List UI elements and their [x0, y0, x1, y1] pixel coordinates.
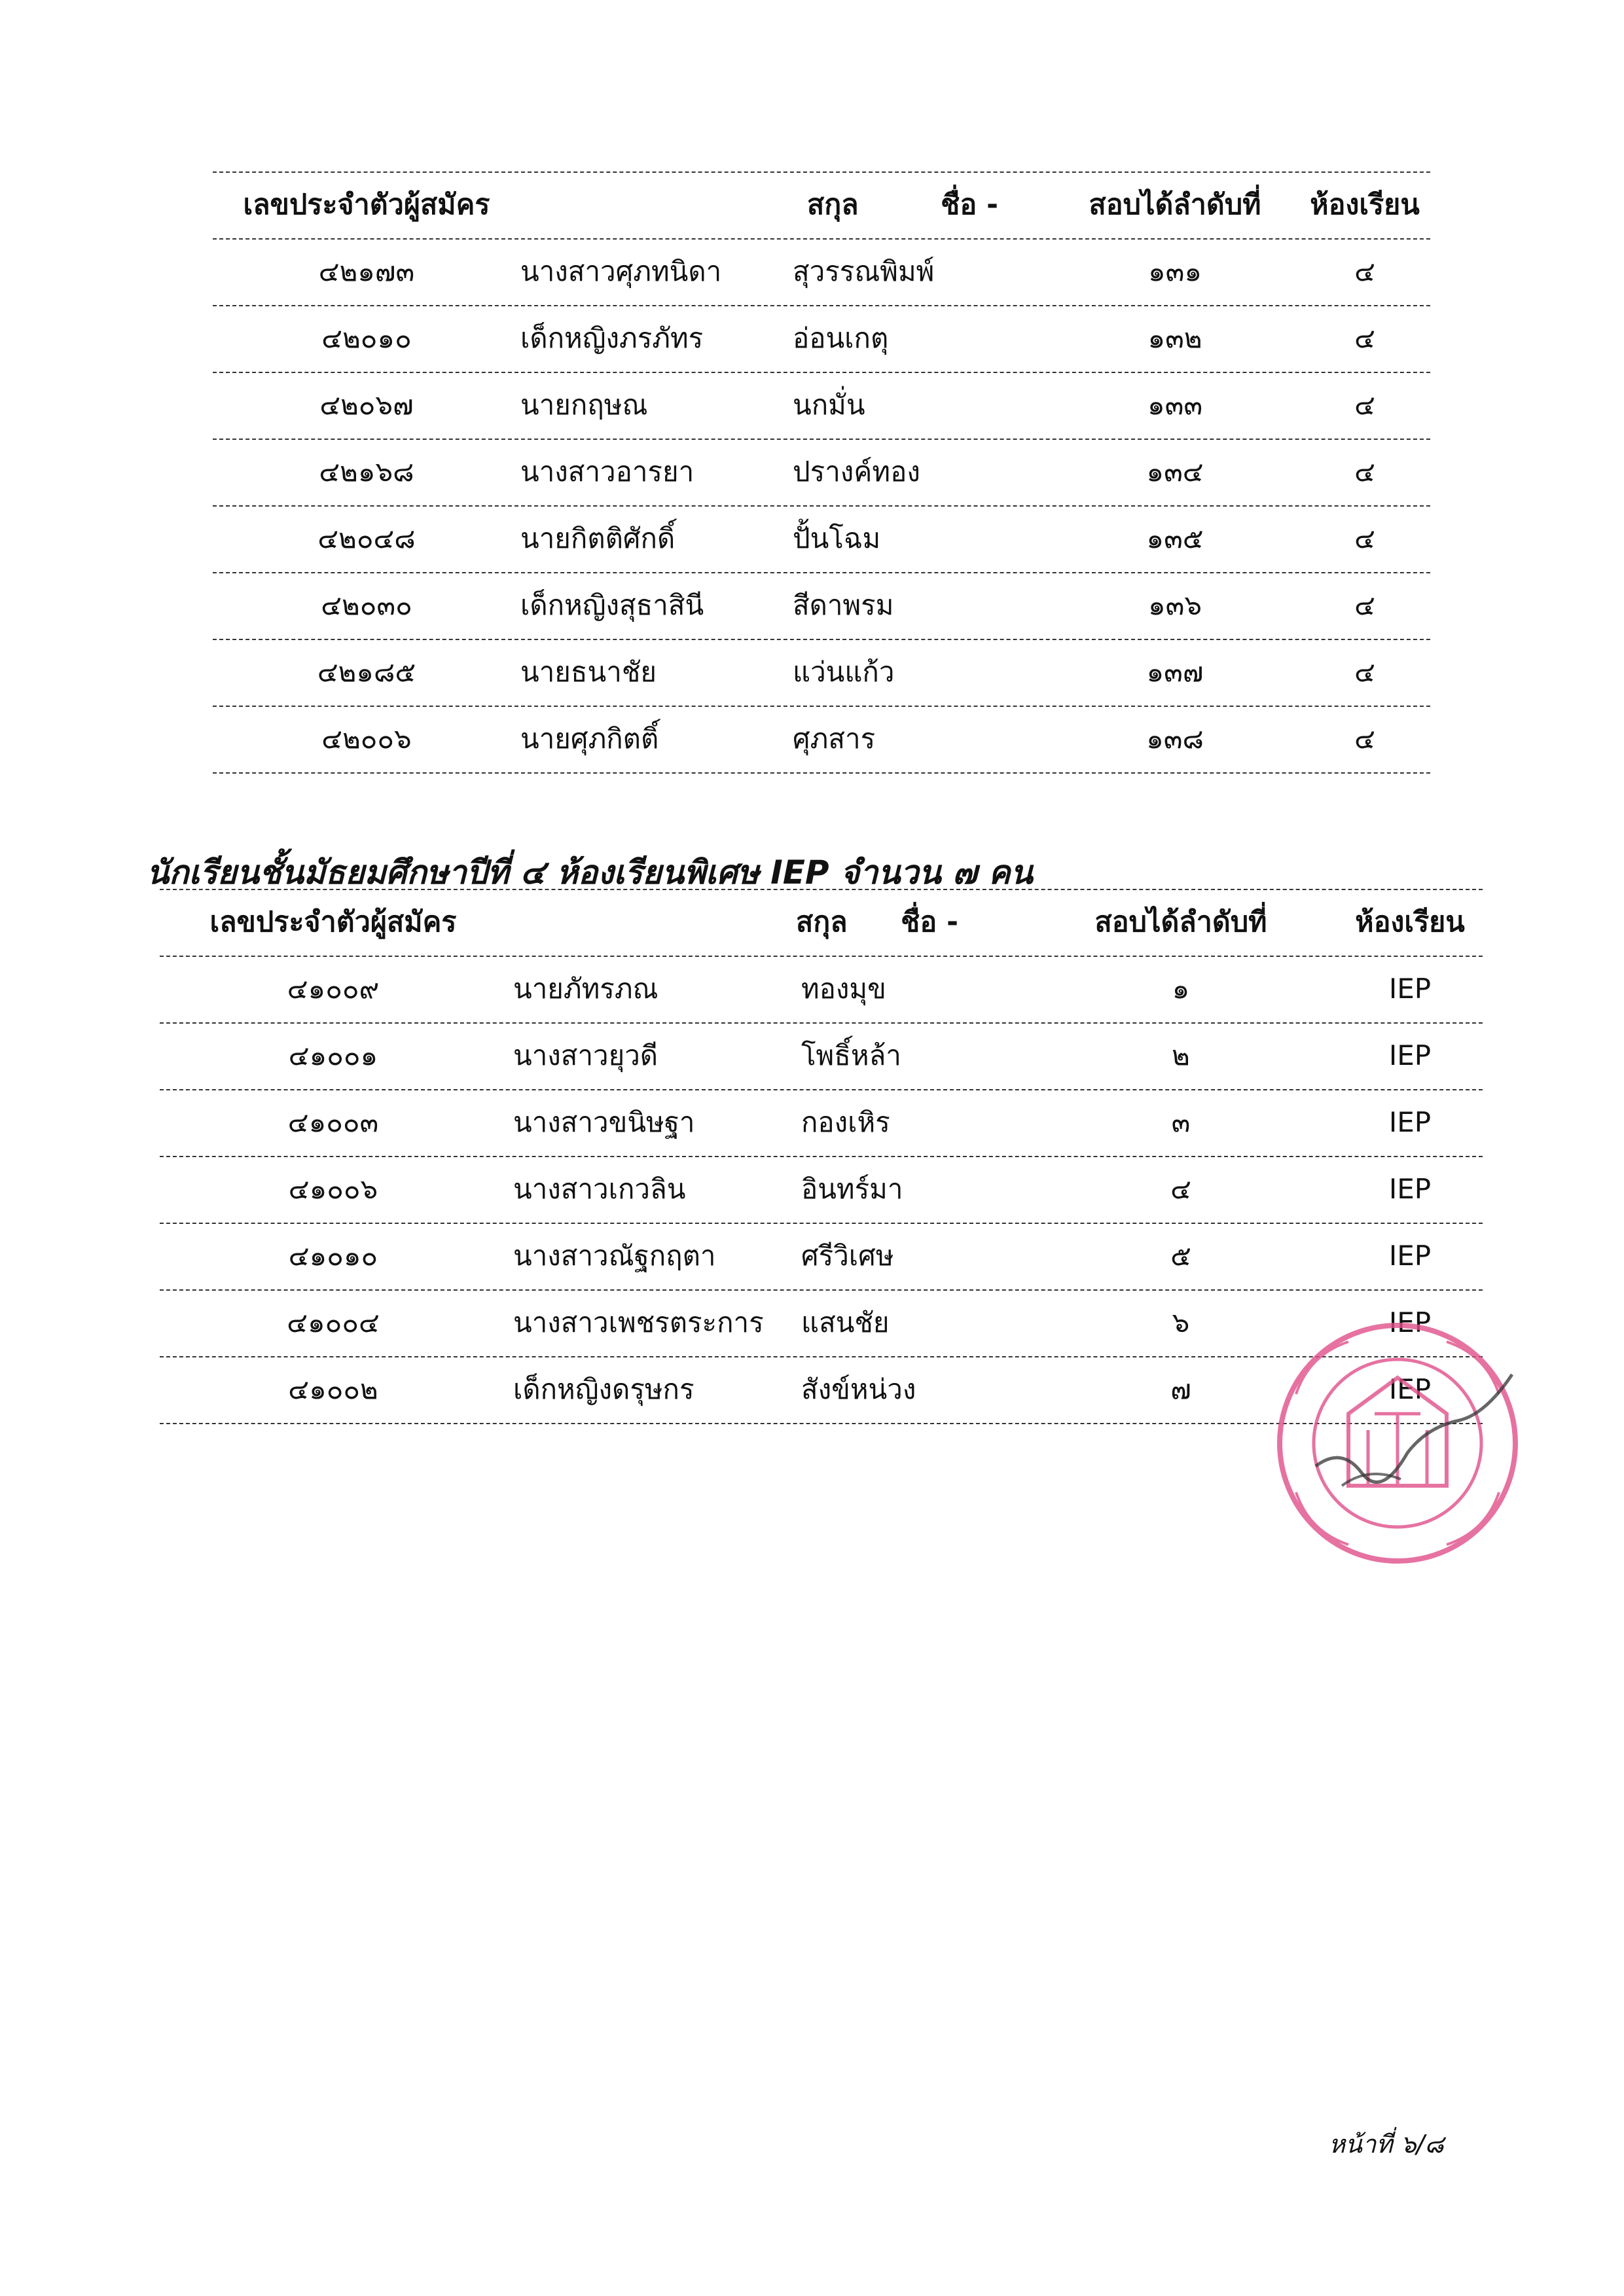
section-title-iep: นักเรียนชั้นมัธยมศึกษาปีที่ ๔ ห้องเรียนพิเศษ IEP จำนวน ๗ คน [147, 853, 1033, 891]
first-name-cell: นายกฤษณ [520, 389, 648, 421]
table-row [213, 238, 1430, 305]
rank-cell: ๒ [1172, 1039, 1190, 1071]
rank-cell: ๑๓๑ [1147, 255, 1202, 287]
classroom-cell: ๔ [1354, 322, 1375, 354]
first-name-cell: นางสาวเพชรตระการ [513, 1306, 764, 1338]
first-name-cell: นางสาวอารยา [520, 456, 695, 488]
applicant-id-cell: ๔๒๑๖๘ [319, 456, 414, 488]
rank-cell: ๑๓๕ [1146, 522, 1204, 554]
surname-cell: กองเหิร [801, 1106, 890, 1138]
rank-cell: ๑๓๗ [1146, 656, 1204, 688]
applicant-id-cell: ๔๒๐๐๖ [321, 723, 412, 755]
surname-cell: อ่อนเกตุ [793, 322, 889, 354]
classroom-cell: ๔ [1354, 656, 1375, 688]
classroom-cell: ๔ [1354, 723, 1375, 755]
table-row [160, 1089, 1483, 1156]
table-row [213, 706, 1430, 772]
header-classroom: ห้องเรียน [1355, 906, 1465, 939]
surname-cell: อินทร์มา [801, 1173, 903, 1205]
first-name-cell: นายกิตติศักดิ์ [520, 522, 676, 554]
surname-cell: แสนชัย [801, 1306, 890, 1338]
surname-cell: แว่นแก้ว [793, 656, 895, 688]
rank-cell: ๑๓๒ [1147, 322, 1202, 354]
classroom-cell: IEP [1388, 1373, 1432, 1405]
table-header-row [213, 171, 1430, 238]
surname-cell: สุวรรณพิมพ์ [793, 255, 935, 287]
school-seal-stamp-icon [1270, 1316, 1525, 1571]
classroom-cell: IEP [1388, 1173, 1432, 1205]
header-first-name-label: ชื่อ - [901, 906, 958, 939]
applicant-id-cell: ๔๑๐๑๐ [288, 1240, 378, 1272]
first-name-cell: นายศุภกิตติ์ [520, 723, 659, 755]
surname-cell: ปั้นโฉม [793, 522, 881, 554]
header-classroom: ห้องเรียน [1310, 188, 1420, 221]
table-divider [213, 772, 1430, 774]
header-rank: สอบได้ลำดับที่ [1094, 906, 1267, 939]
classroom-cell: ๔ [1354, 456, 1375, 488]
table-row [213, 372, 1430, 439]
first-name-cell: นางสาวณัฐกฤตา [513, 1240, 716, 1272]
applicant-id-cell: ๔๑๐๐๙ [287, 973, 380, 1005]
header-surname: สกุล [796, 906, 848, 939]
rank-cell: ๑ [1172, 973, 1190, 1005]
rank-cell: ๕ [1170, 1240, 1191, 1272]
header-applicant-id: เลขประจำตัวผู้สมัคร [209, 906, 457, 939]
header-first-name-label: ชื่อ - [941, 188, 998, 221]
classroom-cell: ๔ [1354, 522, 1375, 554]
first-name-cell: นางสาวเกวลิน [513, 1173, 686, 1205]
rank-cell: ๔ [1170, 1173, 1191, 1205]
classroom-cell: IEP [1388, 1306, 1432, 1338]
surname-cell: ศุภสาร [793, 723, 876, 755]
table-row [213, 439, 1430, 505]
classroom-cell: IEP [1388, 973, 1432, 1005]
applicant-id-cell: ๔๑๐๐๒ [288, 1373, 378, 1405]
table-row [213, 505, 1430, 572]
first-name-cell: นางสาวขนิษฐา [513, 1106, 695, 1138]
first-name-cell: เด็กหญิงสุธาสินี [520, 589, 704, 621]
header-surname: สกุล [807, 188, 859, 221]
applicant-id-cell: ๔๑๐๐๖ [288, 1173, 378, 1205]
table-row [213, 305, 1430, 372]
rank-cell: ๓ [1171, 1106, 1191, 1138]
rank-cell: ๖ [1172, 1306, 1190, 1338]
applicant-id-cell: ๔๒๐๑๐ [321, 322, 412, 354]
classroom-cell: ๔ [1354, 589, 1375, 621]
classroom-cell: ๔ [1354, 255, 1375, 287]
table-row [213, 572, 1430, 639]
page-number: หน้าที่ ๖/๘ [1329, 2130, 1444, 2159]
surname-cell: สังข์หน่วง [801, 1373, 916, 1405]
rank-cell: ๑๓๖ [1147, 589, 1202, 621]
table-row [160, 956, 1483, 1022]
table-header-row [160, 889, 1483, 956]
surname-cell: นกมั่น [793, 389, 865, 421]
applicant-id-cell: ๔๒๑๗๓ [318, 255, 415, 287]
applicant-id-cell: ๔๒๐๖๗ [319, 389, 414, 421]
surname-cell: โพธิ์หล้า [801, 1039, 901, 1071]
applicant-id-cell: ๔๒๐๔๘ [317, 522, 416, 554]
table-row [160, 1022, 1483, 1089]
classroom-cell: IEP [1388, 1106, 1432, 1138]
header-rank: สอบได้ลำดับที่ [1089, 188, 1261, 221]
rank-cell: ๑๓๓ [1147, 389, 1203, 421]
first-name-cell: นางสาวศุภทนิดา [520, 255, 722, 287]
table-row [160, 1223, 1483, 1289]
surname-cell: ศรีวิเศษ [801, 1240, 894, 1272]
first-name-cell: เด็กหญิงภรภัทร [520, 322, 704, 354]
rank-cell: ๑๓๔ [1146, 456, 1204, 488]
surname-cell: สีดาพรม [793, 589, 894, 621]
applicant-id-cell: ๔๒๑๘๕ [317, 656, 416, 688]
rank-cell: ๑๓๘ [1146, 723, 1204, 755]
classroom-cell: IEP [1388, 1039, 1432, 1071]
applicant-id-cell: ๔๒๐๓๐ [321, 589, 412, 621]
first-name-cell: นางสาวยุวดี [513, 1039, 659, 1071]
rank-cell: ๗ [1170, 1373, 1191, 1405]
applicant-id-cell: ๔๑๐๐๓ [287, 1106, 379, 1138]
first-name-cell: นายภัทรภณ [513, 973, 659, 1005]
classroom-cell: IEP [1388, 1240, 1432, 1272]
header-applicant-id: เลขประจำตัวผู้สมัคร [243, 188, 490, 221]
surname-cell: ทองมุข [801, 973, 886, 1005]
table-row [213, 639, 1430, 706]
first-name-cell: เด็กหญิงดรุษกร [513, 1373, 695, 1405]
surname-cell: ปรางค์ทอง [793, 456, 920, 488]
classroom-cell: ๔ [1354, 389, 1375, 421]
applicant-id-cell: ๔๑๐๐๔ [287, 1306, 380, 1338]
first-name-cell: นายธนาชัย [520, 656, 657, 688]
table-row [160, 1156, 1483, 1223]
applicant-id-cell: ๔๑๐๐๑ [288, 1039, 378, 1071]
admission-results-table-room-4 [213, 171, 1430, 775]
